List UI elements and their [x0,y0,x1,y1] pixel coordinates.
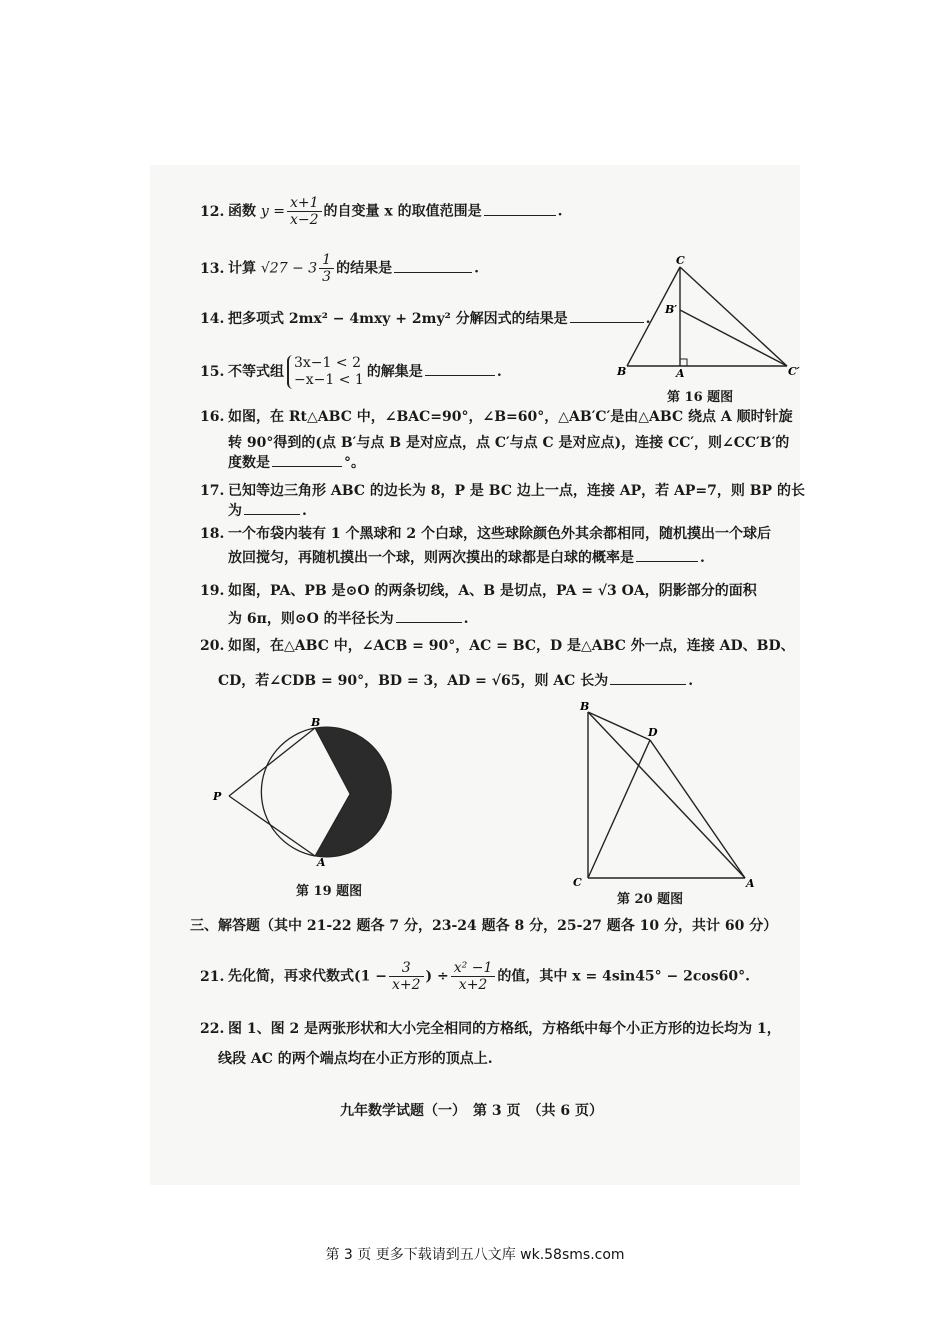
question-16-line2: 转 90°得到的(点 B′与点 B 是对应点，点 C′与点 C 是对应点)，连接 CC′，则∠CC′B′的 [228,435,790,451]
question-text: 计算 [228,260,261,277]
question-text: 放回搅匀，再随机摸出一个球，则两次摸出的球都是白球的概率是 [228,550,634,566]
inequality-system [287,355,364,389]
fig16-label-Bp: B′ [665,303,678,316]
denominator: x+2 [391,977,421,993]
question-number: 22. [200,1021,225,1037]
question-18-line2: 放回搅匀，再随机摸出一个球，则两次摸出的球都是白球的概率是 . [228,547,705,569]
denominator: x+2 [458,977,488,993]
question-text: 的自变量 x 的取值范围是 [323,203,482,220]
answer-blank[interactable] [244,500,300,515]
section-3-heading: 三、解答题（其中 21-22 题各 7 分，23-24 题各 8 分，25-27 题各 10 分，共计 60 分） [190,918,778,934]
math-expr: y = [260,203,285,220]
fig16-right-angle [680,359,687,366]
question-19 [200,580,757,602]
question-text: CD，若∠CDB = 90°，BD = 3，AD = √65，则 AC 长为 [218,673,609,689]
question-17 [200,480,805,502]
numerator: 3 [389,960,424,977]
fig19-shaded-region [315,727,391,857]
answer-blank[interactable] [425,361,495,376]
answer-blank[interactable] [394,258,472,273]
fig20-label-C: C [573,876,582,889]
question-12: 12. 函数 y = $\frac{x+1}{x-2}$ 的自变量 x 的取值范围是 . [200,195,563,228]
question-number: 18. [200,526,225,542]
fraction [319,252,334,285]
math-expr: √27 − 3 [260,260,318,277]
fig16-label-B: B [617,365,627,378]
question-number: 12. [200,203,225,220]
question-number: 16. [200,409,225,425]
figure-16 [615,255,805,380]
answer-blank[interactable] [610,670,686,685]
answer-blank[interactable] [272,452,342,467]
fraction [389,960,424,993]
inequality-line: −x−1 < 1 [294,372,364,388]
fig16-label-A: A [676,367,685,380]
fig20-label-D: D [648,726,658,739]
answer-blank[interactable] [636,547,698,562]
question-text: 先化简，再求代数式(1 − [228,968,387,985]
fig19-label-B: B [311,718,321,729]
answer-blank[interactable] [484,201,556,216]
question-text: 图 1、图 2 是两张形状和大小完全相同的方格纸，方格纸中每个小正方形的边长均为 1， [228,1021,781,1037]
fig16-line-CCp [680,267,787,366]
question-text: 的值，其中 x = 4sin45° − 2cos60°. [497,968,750,985]
question-16 [200,406,793,428]
question-16-line3 [228,452,365,474]
denominator: x−2 [289,212,319,228]
fig19-label-A: A [317,856,326,868]
numerator: x+1 [287,195,322,212]
question-text: 把多项式 2mx² − 4mxy + 2my² 分解因式的结果是 [228,311,568,327]
figure-19-caption: 第 19 题图 [296,884,363,899]
question-19-line2: 为 6π，则⊙O 的半径长为 . [228,608,469,630]
question-text: 不等式组 [228,364,284,380]
page-footer: 九年数学试题（一） 第 3 页 （共 6 页） [340,1103,603,1119]
question-text: 如图，PA、PB 是⊙O 的两条切线，A、B 是切点，PA = √3 OA，阴影部分的面积 [228,583,757,599]
question-text: 的结果是 [336,260,393,277]
fig20-label-B: B [580,700,590,713]
question-number: 13. [200,260,225,277]
fraction [287,195,322,228]
fig20-line-BA [588,712,745,878]
denominator: 3 [322,269,332,285]
question-text: °。 [344,455,365,471]
question-text: 如图，在 Rt△ABC 中，∠BAC=90°，∠B=60°，△AB′C′是由△ABC 绕点 A 顺时针旋 [228,409,793,425]
fraction [451,960,496,993]
question-21 [200,960,750,993]
download-footer: 第 3 页 更多下载请到五八文库 wk.58sms.com [325,1247,625,1263]
numerator: 1 [319,252,334,269]
question-text: 如图，在△ABC 中，∠ACB = 90°，AC = BC，D 是△ABC 外一点，连接 AD、BD、 [228,638,795,654]
fig19-tangent-PA [229,796,315,856]
figure-20-caption: 第 20 题图 [617,892,684,907]
question-number: 15. [200,364,225,380]
figure-19 [205,718,425,868]
question-text: 函数 [228,203,261,220]
question-number: 20. [200,638,225,654]
inequality-line: 3x−1 < 2 [294,355,361,371]
fig19-label-P: P [213,790,222,803]
question-14: 14. 把多项式 2mx² − 4mxy + 2my² 分解因式的结果是 . [200,308,650,330]
question-text: 为 6π，则⊙O 的半径长为 [228,611,394,627]
fig19-tangent-PB [229,728,315,796]
question-18 [200,523,771,545]
numerator: x² −1 [451,960,496,977]
question-22-line2: 线段 AC 的两个端点均在小正方形的顶点上. [218,1051,493,1067]
fig20-line-DA [650,740,745,878]
question-number: 17. [200,483,225,499]
fig20-line-BD [588,712,650,740]
question-17-line2: 为 . [228,500,307,522]
figure-20 [570,700,760,890]
fig16-label-Cp: C′ [788,365,800,378]
question-text: 的解集是 [366,364,423,380]
figure-16-caption: 第 16 题图 [667,390,734,405]
question-text: 一个布袋内装有 1 个黑球和 2 个白球，这些球除颜色外其余都相同，随机摸出一个球后 [228,526,771,542]
question-text: 为 [228,503,242,519]
fig16-line-BpCp [680,310,787,366]
question-text: 度数是 [228,455,270,471]
question-number: 21. [200,968,225,985]
answer-blank[interactable] [396,608,462,623]
question-22 [200,1018,781,1040]
fig16-line-BC [627,267,680,366]
question-number: 19. [200,583,225,599]
question-text: ) ÷ [425,968,449,985]
question-13: 13. 计算 √27 − 3 $\frac{1}{3}$ 的结果是 . [200,252,479,285]
question-15: 15. 不等式组 3x−1 < 2 −x−1 < 1 的解集是 . [200,355,502,388]
question-20 [200,635,795,657]
fig20-line-CD [588,740,650,878]
fig16-label-C: C [676,255,685,267]
question-20-line2: CD，若∠CDB = 90°，BD = 3，AD = √65，则 AC 长为 . [218,670,693,692]
question-text: 已知等边三角形 ABC 的边长为 8，P 是 BC 边上一点，连接 AP，若 AP=7，则 BP 的长 [228,483,805,499]
fig20-label-A: A [746,877,755,890]
question-number: 14. [200,311,225,327]
